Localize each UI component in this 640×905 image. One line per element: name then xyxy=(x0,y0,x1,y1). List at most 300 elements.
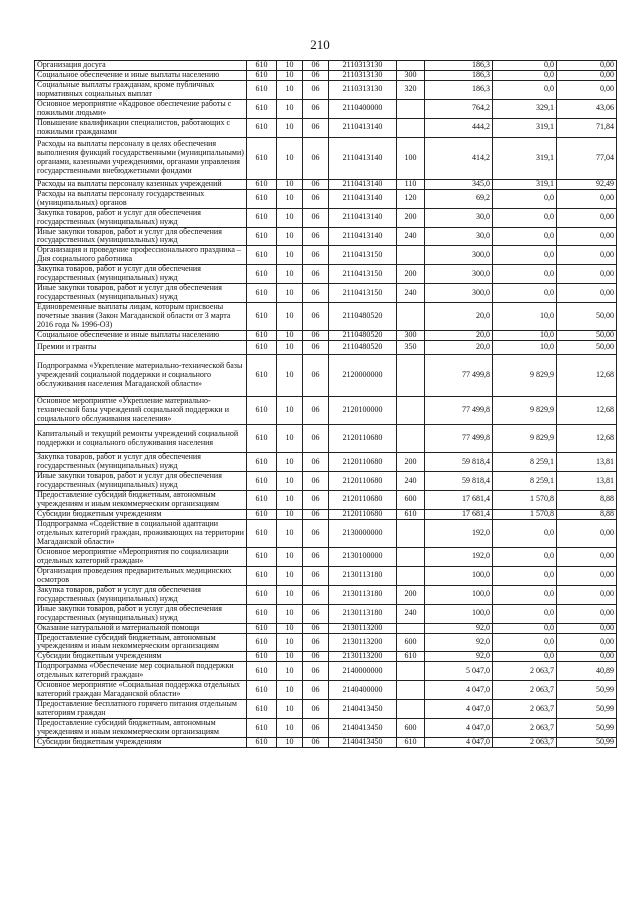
row-rz: 10 xyxy=(277,633,303,652)
table-row xyxy=(35,700,617,719)
row-pr: 06 xyxy=(303,585,329,604)
row-rz: 10 xyxy=(277,341,303,355)
row-rz: 10 xyxy=(277,246,303,265)
row-csr: 2130113200 xyxy=(329,652,397,662)
row-pct: 0,00 xyxy=(557,604,617,623)
row-csr: 2110413150 xyxy=(329,265,397,284)
row-pr: 06 xyxy=(303,681,329,700)
row-vr xyxy=(397,425,425,453)
row-fact: 0,0 xyxy=(493,71,557,81)
row-csr: 2130113200 xyxy=(329,623,397,633)
row-name: Закупка товаров, работ и услуг для обеспечения государственных (муниципальных) нужд xyxy=(35,585,247,604)
row-pct: 92,49 xyxy=(557,179,617,189)
row-name: Субсидии бюджетным учреждениям xyxy=(35,738,247,748)
row-vr: 600 xyxy=(397,633,425,652)
row-fact: 319,1 xyxy=(493,179,557,189)
row-vr: 350 xyxy=(397,341,425,355)
row-ved: 610 xyxy=(247,547,277,566)
row-name: Подпрограмма «Содействие в социальной адаптации отдельных категорий граждан, проживающих на территории Магаданской области» xyxy=(35,519,247,547)
row-fact: 0,0 xyxy=(493,547,557,566)
row-ved: 610 xyxy=(247,633,277,652)
table-row xyxy=(35,303,617,331)
row-pct: 0,00 xyxy=(557,284,617,303)
row-plan: 764,2 xyxy=(425,99,493,118)
row-pr: 06 xyxy=(303,397,329,425)
row-pr: 06 xyxy=(303,81,329,100)
row-pct: 77,04 xyxy=(557,137,617,179)
row-csr: 2110480520 xyxy=(329,331,397,341)
row-ved: 610 xyxy=(247,519,277,547)
row-rz: 10 xyxy=(277,189,303,208)
row-plan: 92,0 xyxy=(425,623,493,633)
row-plan: 4 047,0 xyxy=(425,719,493,738)
row-csr: 2120000000 xyxy=(329,355,397,397)
row-name: Предоставление бесплатного горячего питания отдельным категориям граждан xyxy=(35,700,247,719)
budget-table xyxy=(34,60,617,748)
row-fact: 9 829,9 xyxy=(493,355,557,397)
row-pct: 0,00 xyxy=(557,208,617,227)
row-rz: 10 xyxy=(277,681,303,700)
row-csr: 2120110680 xyxy=(329,453,397,472)
row-fact: 2 063,7 xyxy=(493,681,557,700)
row-csr: 2130113180 xyxy=(329,566,397,585)
row-name: Расходы на выплаты персоналу государственных (муниципальных) органов xyxy=(35,189,247,208)
row-vr: 120 xyxy=(397,189,425,208)
row-name: Капитальный и текущий ремонты учреждений социальной поддержки и социального обслуживания населения xyxy=(35,425,247,453)
row-plan: 414,2 xyxy=(425,137,493,179)
row-vr xyxy=(397,519,425,547)
row-plan: 300,0 xyxy=(425,265,493,284)
row-vr: 600 xyxy=(397,490,425,509)
row-pct: 50,99 xyxy=(557,700,617,719)
row-csr: 2110413140 xyxy=(329,118,397,137)
row-csr: 2110313130 xyxy=(329,61,397,71)
row-vr xyxy=(397,99,425,118)
row-pr: 06 xyxy=(303,208,329,227)
row-rz: 10 xyxy=(277,265,303,284)
row-pr: 06 xyxy=(303,633,329,652)
row-csr: 2110413140 xyxy=(329,137,397,179)
row-fact: 0,0 xyxy=(493,284,557,303)
row-plan: 300,0 xyxy=(425,246,493,265)
table-row xyxy=(35,61,617,71)
row-name: Оказание натуральной и материальной помощи xyxy=(35,623,247,633)
table-row xyxy=(35,509,617,519)
row-fact: 0,0 xyxy=(493,189,557,208)
row-pr: 06 xyxy=(303,137,329,179)
row-name: Расходы на выплаты персоналу казенных учреждений xyxy=(35,179,247,189)
row-pr: 06 xyxy=(303,738,329,748)
row-pct: 0,00 xyxy=(557,623,617,633)
table-row xyxy=(35,738,617,748)
row-csr: 2140000000 xyxy=(329,662,397,681)
row-plan: 192,0 xyxy=(425,519,493,547)
row-pct: 50,00 xyxy=(557,303,617,331)
table-row xyxy=(35,604,617,623)
row-ved: 610 xyxy=(247,246,277,265)
row-plan: 20,0 xyxy=(425,331,493,341)
table-row xyxy=(35,71,617,81)
table-row xyxy=(35,284,617,303)
row-plan: 77 499,8 xyxy=(425,355,493,397)
row-rz: 10 xyxy=(277,81,303,100)
row-rz: 10 xyxy=(277,604,303,623)
row-pct: 0,00 xyxy=(557,547,617,566)
row-plan: 186,3 xyxy=(425,81,493,100)
row-fact: 0,0 xyxy=(493,227,557,246)
table-row xyxy=(35,519,617,547)
row-ved: 610 xyxy=(247,509,277,519)
row-plan: 100,0 xyxy=(425,566,493,585)
row-name: Единовременные выплаты лицам, которым присвоены почетные звания (Закон Магаданской области от 3 марта 2016 года № 1996-ОЗ) xyxy=(35,303,247,331)
row-fact: 319,1 xyxy=(493,137,557,179)
row-pct: 0,00 xyxy=(557,265,617,284)
table-row xyxy=(35,623,617,633)
row-csr: 2120110680 xyxy=(329,509,397,519)
row-name: Основное мероприятие «Кадровое обеспечение работы с пожилыми людьми» xyxy=(35,99,247,118)
row-pct: 0,00 xyxy=(557,71,617,81)
row-pr: 06 xyxy=(303,547,329,566)
row-vr xyxy=(397,397,425,425)
row-vr: 610 xyxy=(397,652,425,662)
row-pr: 06 xyxy=(303,227,329,246)
row-pct: 12,68 xyxy=(557,425,617,453)
table-row xyxy=(35,179,617,189)
row-name: Предоставление субсидий бюджетным, автономным учреждениям и иным некоммерческим организациям xyxy=(35,490,247,509)
row-fact: 10,0 xyxy=(493,331,557,341)
row-name: Иные закупки товаров, работ и услуг для обеспечения государственных (муниципальных) нужд xyxy=(35,227,247,246)
row-ved: 610 xyxy=(247,623,277,633)
row-pct: 0,00 xyxy=(557,652,617,662)
row-rz: 10 xyxy=(277,547,303,566)
table-row xyxy=(35,585,617,604)
row-csr: 2130113200 xyxy=(329,633,397,652)
row-csr: 2110480520 xyxy=(329,341,397,355)
row-rz: 10 xyxy=(277,623,303,633)
row-name: Социальные выплаты гражданам, кроме публичных нормативных социальных выплат xyxy=(35,81,247,100)
row-pr: 06 xyxy=(303,331,329,341)
row-pr: 06 xyxy=(303,662,329,681)
row-rz: 10 xyxy=(277,355,303,397)
row-name: Субсидии бюджетным учреждениям xyxy=(35,652,247,662)
row-pr: 06 xyxy=(303,284,329,303)
row-pct: 13,81 xyxy=(557,472,617,491)
row-pr: 06 xyxy=(303,623,329,633)
row-fact: 0,0 xyxy=(493,623,557,633)
row-csr: 2110400000 xyxy=(329,99,397,118)
table-row xyxy=(35,633,617,652)
row-pct: 71,84 xyxy=(557,118,617,137)
row-fact: 8 259,1 xyxy=(493,472,557,491)
row-csr: 2130000000 xyxy=(329,519,397,547)
row-csr: 2120110680 xyxy=(329,472,397,491)
row-fact: 0,0 xyxy=(493,652,557,662)
row-ved: 610 xyxy=(247,71,277,81)
row-pr: 06 xyxy=(303,179,329,189)
row-rz: 10 xyxy=(277,208,303,227)
row-pct: 0,00 xyxy=(557,585,617,604)
table-row xyxy=(35,189,617,208)
row-name: Иные закупки товаров, работ и услуг для обеспечения государственных (муниципальных) нужд xyxy=(35,472,247,491)
row-csr: 2140400000 xyxy=(329,681,397,700)
row-name: Закупка товаров, работ и услуг для обеспечения государственных (муниципальных) нужд xyxy=(35,265,247,284)
row-plan: 30,0 xyxy=(425,227,493,246)
table-row xyxy=(35,681,617,700)
row-plan: 17 681,4 xyxy=(425,490,493,509)
row-rz: 10 xyxy=(277,397,303,425)
row-rz: 10 xyxy=(277,284,303,303)
row-fact: 1 570,8 xyxy=(493,490,557,509)
row-csr: 2120110680 xyxy=(329,490,397,509)
row-vr xyxy=(397,547,425,566)
row-pr: 06 xyxy=(303,652,329,662)
row-fact: 0,0 xyxy=(493,61,557,71)
row-fact: 2 063,7 xyxy=(493,700,557,719)
row-pct: 13,81 xyxy=(557,453,617,472)
row-vr xyxy=(397,118,425,137)
row-csr: 2140413450 xyxy=(329,719,397,738)
table-row xyxy=(35,265,617,284)
row-pr: 06 xyxy=(303,246,329,265)
row-pct: 0,00 xyxy=(557,61,617,71)
row-ved: 610 xyxy=(247,566,277,585)
row-name: Закупка товаров, работ и услуг для обеспечения государственных (муниципальных) нужд xyxy=(35,453,247,472)
row-rz: 10 xyxy=(277,652,303,662)
row-pr: 06 xyxy=(303,265,329,284)
row-vr xyxy=(397,246,425,265)
row-rz: 10 xyxy=(277,509,303,519)
table-row xyxy=(35,662,617,681)
row-fact: 0,0 xyxy=(493,81,557,100)
row-csr: 2110413140 xyxy=(329,179,397,189)
row-plan: 77 499,8 xyxy=(425,397,493,425)
row-plan: 100,0 xyxy=(425,604,493,623)
table-row xyxy=(35,453,617,472)
row-rz: 10 xyxy=(277,99,303,118)
row-name: Закупка товаров, работ и услуг для обеспечения государственных (муниципальных) нужд xyxy=(35,208,247,227)
row-name: Организация и проведение профессионального праздника – Дня социального работника xyxy=(35,246,247,265)
row-plan: 92,0 xyxy=(425,652,493,662)
row-plan: 4 047,0 xyxy=(425,700,493,719)
row-pct: 40,89 xyxy=(557,662,617,681)
row-name: Субсидии бюджетным учреждениям xyxy=(35,509,247,519)
row-plan: 30,0 xyxy=(425,208,493,227)
row-name: Организация проведения предварительных медицинских осмотров xyxy=(35,566,247,585)
row-pr: 06 xyxy=(303,519,329,547)
row-vr: 200 xyxy=(397,453,425,472)
row-fact: 10,0 xyxy=(493,341,557,355)
row-rz: 10 xyxy=(277,490,303,509)
row-plan: 186,3 xyxy=(425,61,493,71)
row-fact: 0,0 xyxy=(493,246,557,265)
row-pr: 06 xyxy=(303,61,329,71)
row-pr: 06 xyxy=(303,453,329,472)
row-ved: 610 xyxy=(247,652,277,662)
row-csr: 2120100000 xyxy=(329,397,397,425)
row-ved: 610 xyxy=(247,303,277,331)
row-name: Подпрограмма «Укрепление материально-технической базы учреждений социальной поддержки и социального обслуживания населения Магаданской области» xyxy=(35,355,247,397)
row-vr: 300 xyxy=(397,71,425,81)
table-row xyxy=(35,331,617,341)
row-name: Расходы на выплаты персоналу в целях обеспечения выполнения функций государственными (муниципальными) органами, казенными учреждениями, органами управления государственными внебюджетными фондами xyxy=(35,137,247,179)
row-csr: 2110413140 xyxy=(329,227,397,246)
row-pr: 06 xyxy=(303,189,329,208)
row-vr xyxy=(397,303,425,331)
row-ved: 610 xyxy=(247,681,277,700)
row-plan: 77 499,8 xyxy=(425,425,493,453)
row-fact: 0,0 xyxy=(493,208,557,227)
row-fact: 0,0 xyxy=(493,566,557,585)
row-ved: 610 xyxy=(247,81,277,100)
row-vr: 240 xyxy=(397,227,425,246)
row-plan: 5 047,0 xyxy=(425,662,493,681)
row-vr: 200 xyxy=(397,585,425,604)
row-rz: 10 xyxy=(277,738,303,748)
row-name: Подпрограмма «Обеспечение мер социальной поддержки отдельных категорий граждан» xyxy=(35,662,247,681)
table-row xyxy=(35,719,617,738)
row-name: Премии и гранты xyxy=(35,341,247,355)
row-vr xyxy=(397,355,425,397)
row-pr: 06 xyxy=(303,509,329,519)
row-vr xyxy=(397,61,425,71)
row-plan: 59 818,4 xyxy=(425,472,493,491)
row-rz: 10 xyxy=(277,137,303,179)
row-plan: 345,0 xyxy=(425,179,493,189)
row-pct: 0,00 xyxy=(557,633,617,652)
row-fact: 9 829,9 xyxy=(493,425,557,453)
row-fact: 8 259,1 xyxy=(493,453,557,472)
row-ved: 610 xyxy=(247,453,277,472)
row-vr: 600 xyxy=(397,719,425,738)
row-vr: 200 xyxy=(397,265,425,284)
row-pct: 50,00 xyxy=(557,341,617,355)
row-fact: 0,0 xyxy=(493,604,557,623)
row-ved: 610 xyxy=(247,355,277,397)
row-csr: 2140413450 xyxy=(329,738,397,748)
row-pct: 0,00 xyxy=(557,566,617,585)
page-number: 210 xyxy=(310,37,330,52)
row-pr: 06 xyxy=(303,355,329,397)
row-plan: 20,0 xyxy=(425,303,493,331)
row-fact: 2 063,7 xyxy=(493,662,557,681)
row-rz: 10 xyxy=(277,71,303,81)
row-name: Социальное обеспечение и иные выплаты населению xyxy=(35,331,247,341)
row-plan: 300,0 xyxy=(425,284,493,303)
row-ved: 610 xyxy=(247,585,277,604)
row-pct: 50,99 xyxy=(557,719,617,738)
row-rz: 10 xyxy=(277,61,303,71)
row-rz: 10 xyxy=(277,303,303,331)
row-plan: 186,3 xyxy=(425,71,493,81)
row-name: Основное мероприятие «Социальная поддержка отдельных категорий граждан Магаданской области» xyxy=(35,681,247,700)
row-fact: 9 829,9 xyxy=(493,397,557,425)
row-pct: 0,00 xyxy=(557,246,617,265)
row-pct: 8,88 xyxy=(557,509,617,519)
row-ved: 610 xyxy=(247,118,277,137)
row-plan: 444,2 xyxy=(425,118,493,137)
row-fact: 0,0 xyxy=(493,265,557,284)
row-fact: 0,0 xyxy=(493,519,557,547)
table-row xyxy=(35,355,617,397)
row-fact: 10,0 xyxy=(493,303,557,331)
row-pr: 06 xyxy=(303,719,329,738)
row-fact: 329,1 xyxy=(493,99,557,118)
row-name: Повышение квалификации специалистов, работающих с пожилыми гражданами xyxy=(35,118,247,137)
table-row xyxy=(35,137,617,179)
row-pr: 06 xyxy=(303,99,329,118)
table-row xyxy=(35,652,617,662)
row-ved: 610 xyxy=(247,179,277,189)
row-pct: 0,00 xyxy=(557,227,617,246)
row-vr xyxy=(397,700,425,719)
row-fact: 2 063,7 xyxy=(493,738,557,748)
row-rz: 10 xyxy=(277,425,303,453)
row-name: Предоставление субсидий бюджетным, автономным учреждениям и иным некоммерческим организациям xyxy=(35,719,247,738)
row-rz: 10 xyxy=(277,472,303,491)
row-rz: 10 xyxy=(277,331,303,341)
row-csr: 2130113180 xyxy=(329,585,397,604)
row-rz: 10 xyxy=(277,700,303,719)
row-rz: 10 xyxy=(277,585,303,604)
row-ved: 610 xyxy=(247,662,277,681)
row-rz: 10 xyxy=(277,179,303,189)
row-csr: 2120110680 xyxy=(329,425,397,453)
row-rz: 10 xyxy=(277,453,303,472)
row-csr: 2130100000 xyxy=(329,547,397,566)
row-rz: 10 xyxy=(277,662,303,681)
row-ved: 610 xyxy=(247,265,277,284)
row-pct: 8,88 xyxy=(557,490,617,509)
row-vr: 300 xyxy=(397,331,425,341)
row-name: Иные закупки товаров, работ и услуг для обеспечения государственных (муниципальных) нужд xyxy=(35,604,247,623)
row-vr: 320 xyxy=(397,81,425,100)
row-ved: 610 xyxy=(247,99,277,118)
row-pct: 50,99 xyxy=(557,738,617,748)
row-vr: 200 xyxy=(397,208,425,227)
row-name: Организация досуга xyxy=(35,61,247,71)
row-ved: 610 xyxy=(247,137,277,179)
row-ved: 610 xyxy=(247,227,277,246)
table-row xyxy=(35,99,617,118)
row-csr: 2130113180 xyxy=(329,604,397,623)
row-pct: 50,99 xyxy=(557,681,617,700)
row-plan: 4 047,0 xyxy=(425,738,493,748)
row-plan: 69,2 xyxy=(425,189,493,208)
row-ved: 610 xyxy=(247,719,277,738)
row-name: Социальное обеспечение и иные выплаты населению xyxy=(35,71,247,81)
row-vr: 610 xyxy=(397,509,425,519)
row-pr: 06 xyxy=(303,425,329,453)
row-name: Основное мероприятие «Мероприятия по социализации отдельных категорий граждан» xyxy=(35,547,247,566)
row-ved: 610 xyxy=(247,604,277,623)
row-plan: 59 818,4 xyxy=(425,453,493,472)
row-rz: 10 xyxy=(277,719,303,738)
row-pct: 43,06 xyxy=(557,99,617,118)
row-plan: 100,0 xyxy=(425,585,493,604)
row-pr: 06 xyxy=(303,566,329,585)
row-vr: 610 xyxy=(397,738,425,748)
row-pct: 0,00 xyxy=(557,519,617,547)
row-ved: 610 xyxy=(247,341,277,355)
row-vr: 240 xyxy=(397,284,425,303)
row-vr xyxy=(397,662,425,681)
row-ved: 610 xyxy=(247,331,277,341)
row-ved: 610 xyxy=(247,738,277,748)
row-csr: 2110413150 xyxy=(329,284,397,303)
row-vr xyxy=(397,623,425,633)
row-fact: 1 570,8 xyxy=(493,509,557,519)
row-csr: 2110480520 xyxy=(329,303,397,331)
